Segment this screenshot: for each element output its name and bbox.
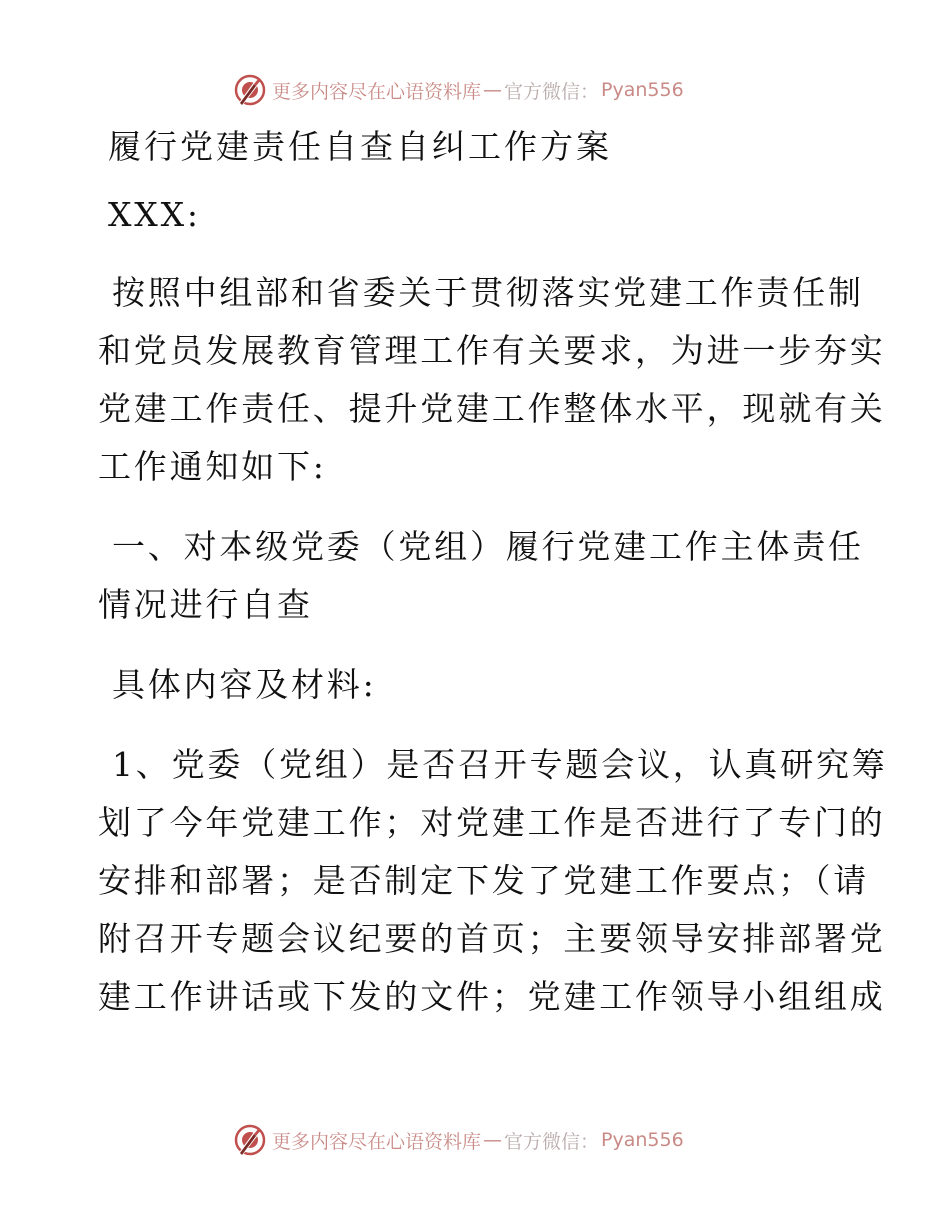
item-line: 附召开专题会议纪要的首页；主要领导安排部署党 bbox=[98, 919, 886, 958]
watermark-dash: — bbox=[483, 79, 503, 101]
section-heading-line: 一、对本级党委（党组）履行党建工作主体责任 bbox=[112, 527, 864, 566]
salutation: XXX: bbox=[108, 195, 201, 234]
watermark-wechat-id: Pyan556 bbox=[601, 79, 684, 101]
intro-paragraph bbox=[98, 264, 886, 496]
intro-line: 和党员发展教育管理工作有关要求，为进一步夯实 bbox=[98, 331, 886, 370]
pen-logo-icon bbox=[232, 72, 268, 108]
section-heading-1 bbox=[98, 518, 864, 634]
pen-logo-icon bbox=[232, 1122, 268, 1158]
intro-line: 党建工作责任、提升党建工作整体水平，现就有关 bbox=[98, 389, 886, 428]
watermark-wechat-label: 官方微信： bbox=[504, 1130, 600, 1153]
section-heading-line: 情况进行自查 bbox=[98, 585, 313, 624]
item-line: 1、党委（党组）是否召开专题会议，认真研究筹 bbox=[112, 745, 888, 784]
document-title: 履行党建责任自查自纠工作方案 bbox=[108, 127, 612, 166]
watermark-wechat-id: Pyan556 bbox=[601, 1129, 684, 1151]
intro-line: 按照中组部和省委关于贯彻落实党建工作责任制 bbox=[112, 273, 864, 312]
watermark-wechat-label: 官方微信： bbox=[504, 80, 600, 103]
sub-heading-block bbox=[98, 656, 858, 714]
watermark-footer bbox=[232, 1120, 752, 1160]
item-line: 安排和部署；是否制定下发了党建工作要点；（请 bbox=[98, 861, 870, 900]
intro-line: 工作通知如下: bbox=[98, 447, 327, 486]
watermark-header bbox=[232, 70, 752, 110]
item-line: 划了今年党建工作；对党建工作是否进行了专门的 bbox=[98, 803, 886, 842]
document-body bbox=[98, 118, 888, 1026]
watermark-dash: — bbox=[483, 1129, 503, 1151]
watermark-text: 更多内容尽在心语资料库 bbox=[272, 80, 482, 103]
item-1-paragraph bbox=[98, 736, 888, 1026]
item-line: 建工作讲话或下发的文件；党建工作领导小组组成 bbox=[98, 977, 886, 1016]
sub-heading: 具体内容及材料: bbox=[112, 665, 377, 704]
watermark-text: 更多内容尽在心语资料库 bbox=[272, 1130, 482, 1153]
